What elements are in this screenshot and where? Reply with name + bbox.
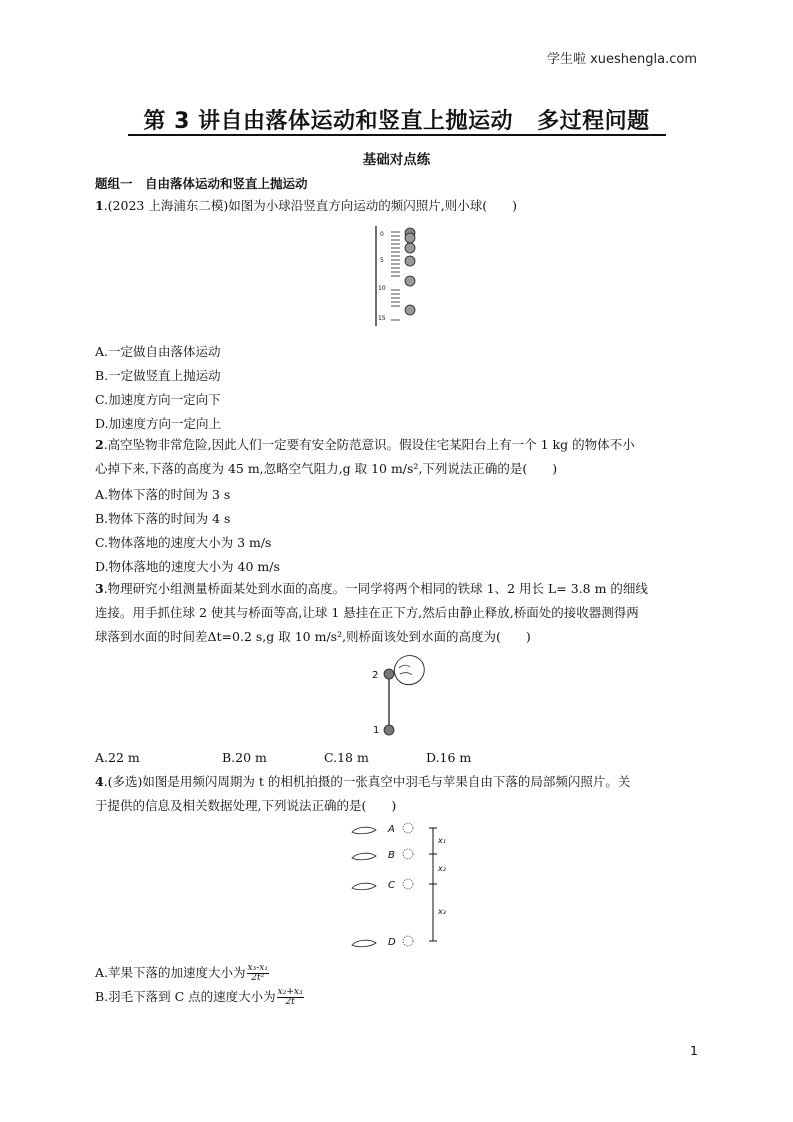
feather-icon xyxy=(352,853,376,860)
q4-segment-x2: x₂ xyxy=(438,864,446,873)
q1-text: .(2023 上海浦东二模)如图为小球沿竖直方向运动的频闪照片,则小球( ) xyxy=(103,198,517,213)
q1-strobe-figure xyxy=(372,224,422,328)
q1-ball xyxy=(405,305,415,315)
q3-figure xyxy=(366,654,430,740)
apple-icon xyxy=(403,849,413,859)
q4-label-a: A xyxy=(388,824,395,835)
q1-tick-0: 0 xyxy=(380,231,384,238)
q1-ball xyxy=(405,233,415,243)
apple-icon xyxy=(403,823,413,833)
q1-ball xyxy=(405,276,415,286)
q4-option-b-fraction xyxy=(277,988,304,1007)
q2-option-a: A.物体下落的时间为 3 s xyxy=(95,487,231,502)
q2-option-c: C.物体落地的速度大小为 3 m/s xyxy=(95,535,272,550)
q4-option-a-fraction xyxy=(247,964,269,983)
q1-ruler-ticks xyxy=(391,232,400,320)
apple-icon xyxy=(403,936,413,946)
q3-stem-line2: 连接。用手抓住球 2 使其与桥面等高,让球 1 悬挂在正下方,然后由静止释放,桥面处的接收器测得两 xyxy=(95,605,639,620)
q3-ball-2 xyxy=(384,669,394,679)
q4-label-c: C xyxy=(388,880,395,891)
q4-stem-line1 xyxy=(95,774,630,790)
feather-icon xyxy=(352,940,376,947)
q1-ball xyxy=(405,243,415,253)
q3-number: 3 xyxy=(95,581,104,596)
watermark: 学生啦 xueshengla.com xyxy=(546,52,697,67)
q4-option-a-denominator: 2t² xyxy=(251,973,265,983)
q4-number: 4 xyxy=(95,774,104,789)
q1-option-b: B.一定做竖直上抛运动 xyxy=(95,368,221,383)
q1-balls xyxy=(405,228,415,315)
title-part2: 多过程问题 xyxy=(537,109,650,134)
q1-ball xyxy=(405,256,415,266)
section-heading: 基础对点练 xyxy=(362,152,431,168)
feather-icon xyxy=(352,883,376,890)
q1-option-a: A.一定做自由落体运动 xyxy=(95,344,221,359)
q4-segment-x3: x₃ xyxy=(438,907,446,916)
q2-number: 2 xyxy=(95,437,104,452)
q1-tick-10: 10 xyxy=(378,285,386,292)
q3-label-1: 1 xyxy=(373,725,380,736)
q4-label-b: B xyxy=(388,850,395,861)
q4-stem-line2: 于提供的信息及相关数据处理,下列说法正确的是( ) xyxy=(95,798,397,813)
q4-text-line1: .(多选)如图是用频闪周期为 t 的相机拍摄的一张真空中羽毛与苹果自由下落的局部频闪照片。关 xyxy=(103,774,631,789)
q4-option-b-denominator: 2t xyxy=(285,997,295,1007)
title-underline xyxy=(128,134,666,136)
q3-stem-line1 xyxy=(95,581,648,597)
q3-option-b: B.20 m xyxy=(222,750,267,765)
q1-tick-15: 15 xyxy=(378,315,386,322)
q4-apples xyxy=(403,823,413,946)
q4-option-a xyxy=(95,963,269,983)
q4-option-b-numerator: x₂+x₃ xyxy=(277,987,303,997)
q4-label-d: D xyxy=(388,937,396,948)
q1-number: 1 xyxy=(95,198,104,213)
page-number: 1 xyxy=(690,1043,698,1058)
q3-label-2: 2 xyxy=(372,670,379,681)
q4-option-a-numerator: x₃-x₁ xyxy=(247,963,268,973)
q2-text-line1: .高空坠物非常危险,因此人们一定要有安全防范意识。假设住宅某阳台上有一个 1 kg 的物体不小 xyxy=(103,437,635,452)
title-part1: 第 3 讲自由落体运动和竖直上抛运动 xyxy=(143,109,514,134)
apple-icon xyxy=(403,879,413,889)
q3-text-line1: .物理研究小组测量桥面某处到水面的高度。一同学将两个相同的铁球 1、2 用长 L= 3.8 m 的细线 xyxy=(103,581,648,596)
q1-option-c: C.加速度方向一定向下 xyxy=(95,392,221,407)
q2-stem-line2: 心掉下来,下落的高度为 45 m,忽略空气阻力,g 取 10 m/s²,下列说法正确的是( ) xyxy=(95,461,558,476)
q4-option-a-text: A.苹果下落的加速度大小为 xyxy=(95,965,246,980)
group-heading: 题组一 自由落体运动和竖直上抛运动 xyxy=(95,176,308,191)
q4-option-b xyxy=(95,987,304,1007)
feather-icon xyxy=(352,827,376,834)
q3-option-c: C.18 m xyxy=(324,750,369,765)
q3-stem-line3: 球落到水面的时间差Δt=0.2 s,g 取 10 m/s²,则桥面该处到水面的高度为( ) xyxy=(95,629,531,644)
hand-icon xyxy=(394,656,424,685)
q4-strobe-figure xyxy=(348,820,454,956)
q2-option-d: D.物体落地的速度大小为 40 m/s xyxy=(95,559,280,574)
q2-stem-line1 xyxy=(95,437,635,453)
q4-feathers xyxy=(352,827,376,947)
q4-segment-x1: x₁ xyxy=(438,836,446,845)
q1-tick-5: 5 xyxy=(380,257,384,264)
q1-option-d: D.加速度方向一定向上 xyxy=(95,416,222,431)
page-title xyxy=(0,104,793,135)
q3-ball-1 xyxy=(384,725,394,735)
q2-option-b: B.物体下落的时间为 4 s xyxy=(95,511,231,526)
q4-option-b-text: B.羽毛下落到 C 点的速度大小为 xyxy=(95,989,276,1004)
q3-option-d: D.16 m xyxy=(426,750,472,765)
q1-stem xyxy=(95,198,517,214)
q3-option-a: A.22 m xyxy=(95,750,140,765)
